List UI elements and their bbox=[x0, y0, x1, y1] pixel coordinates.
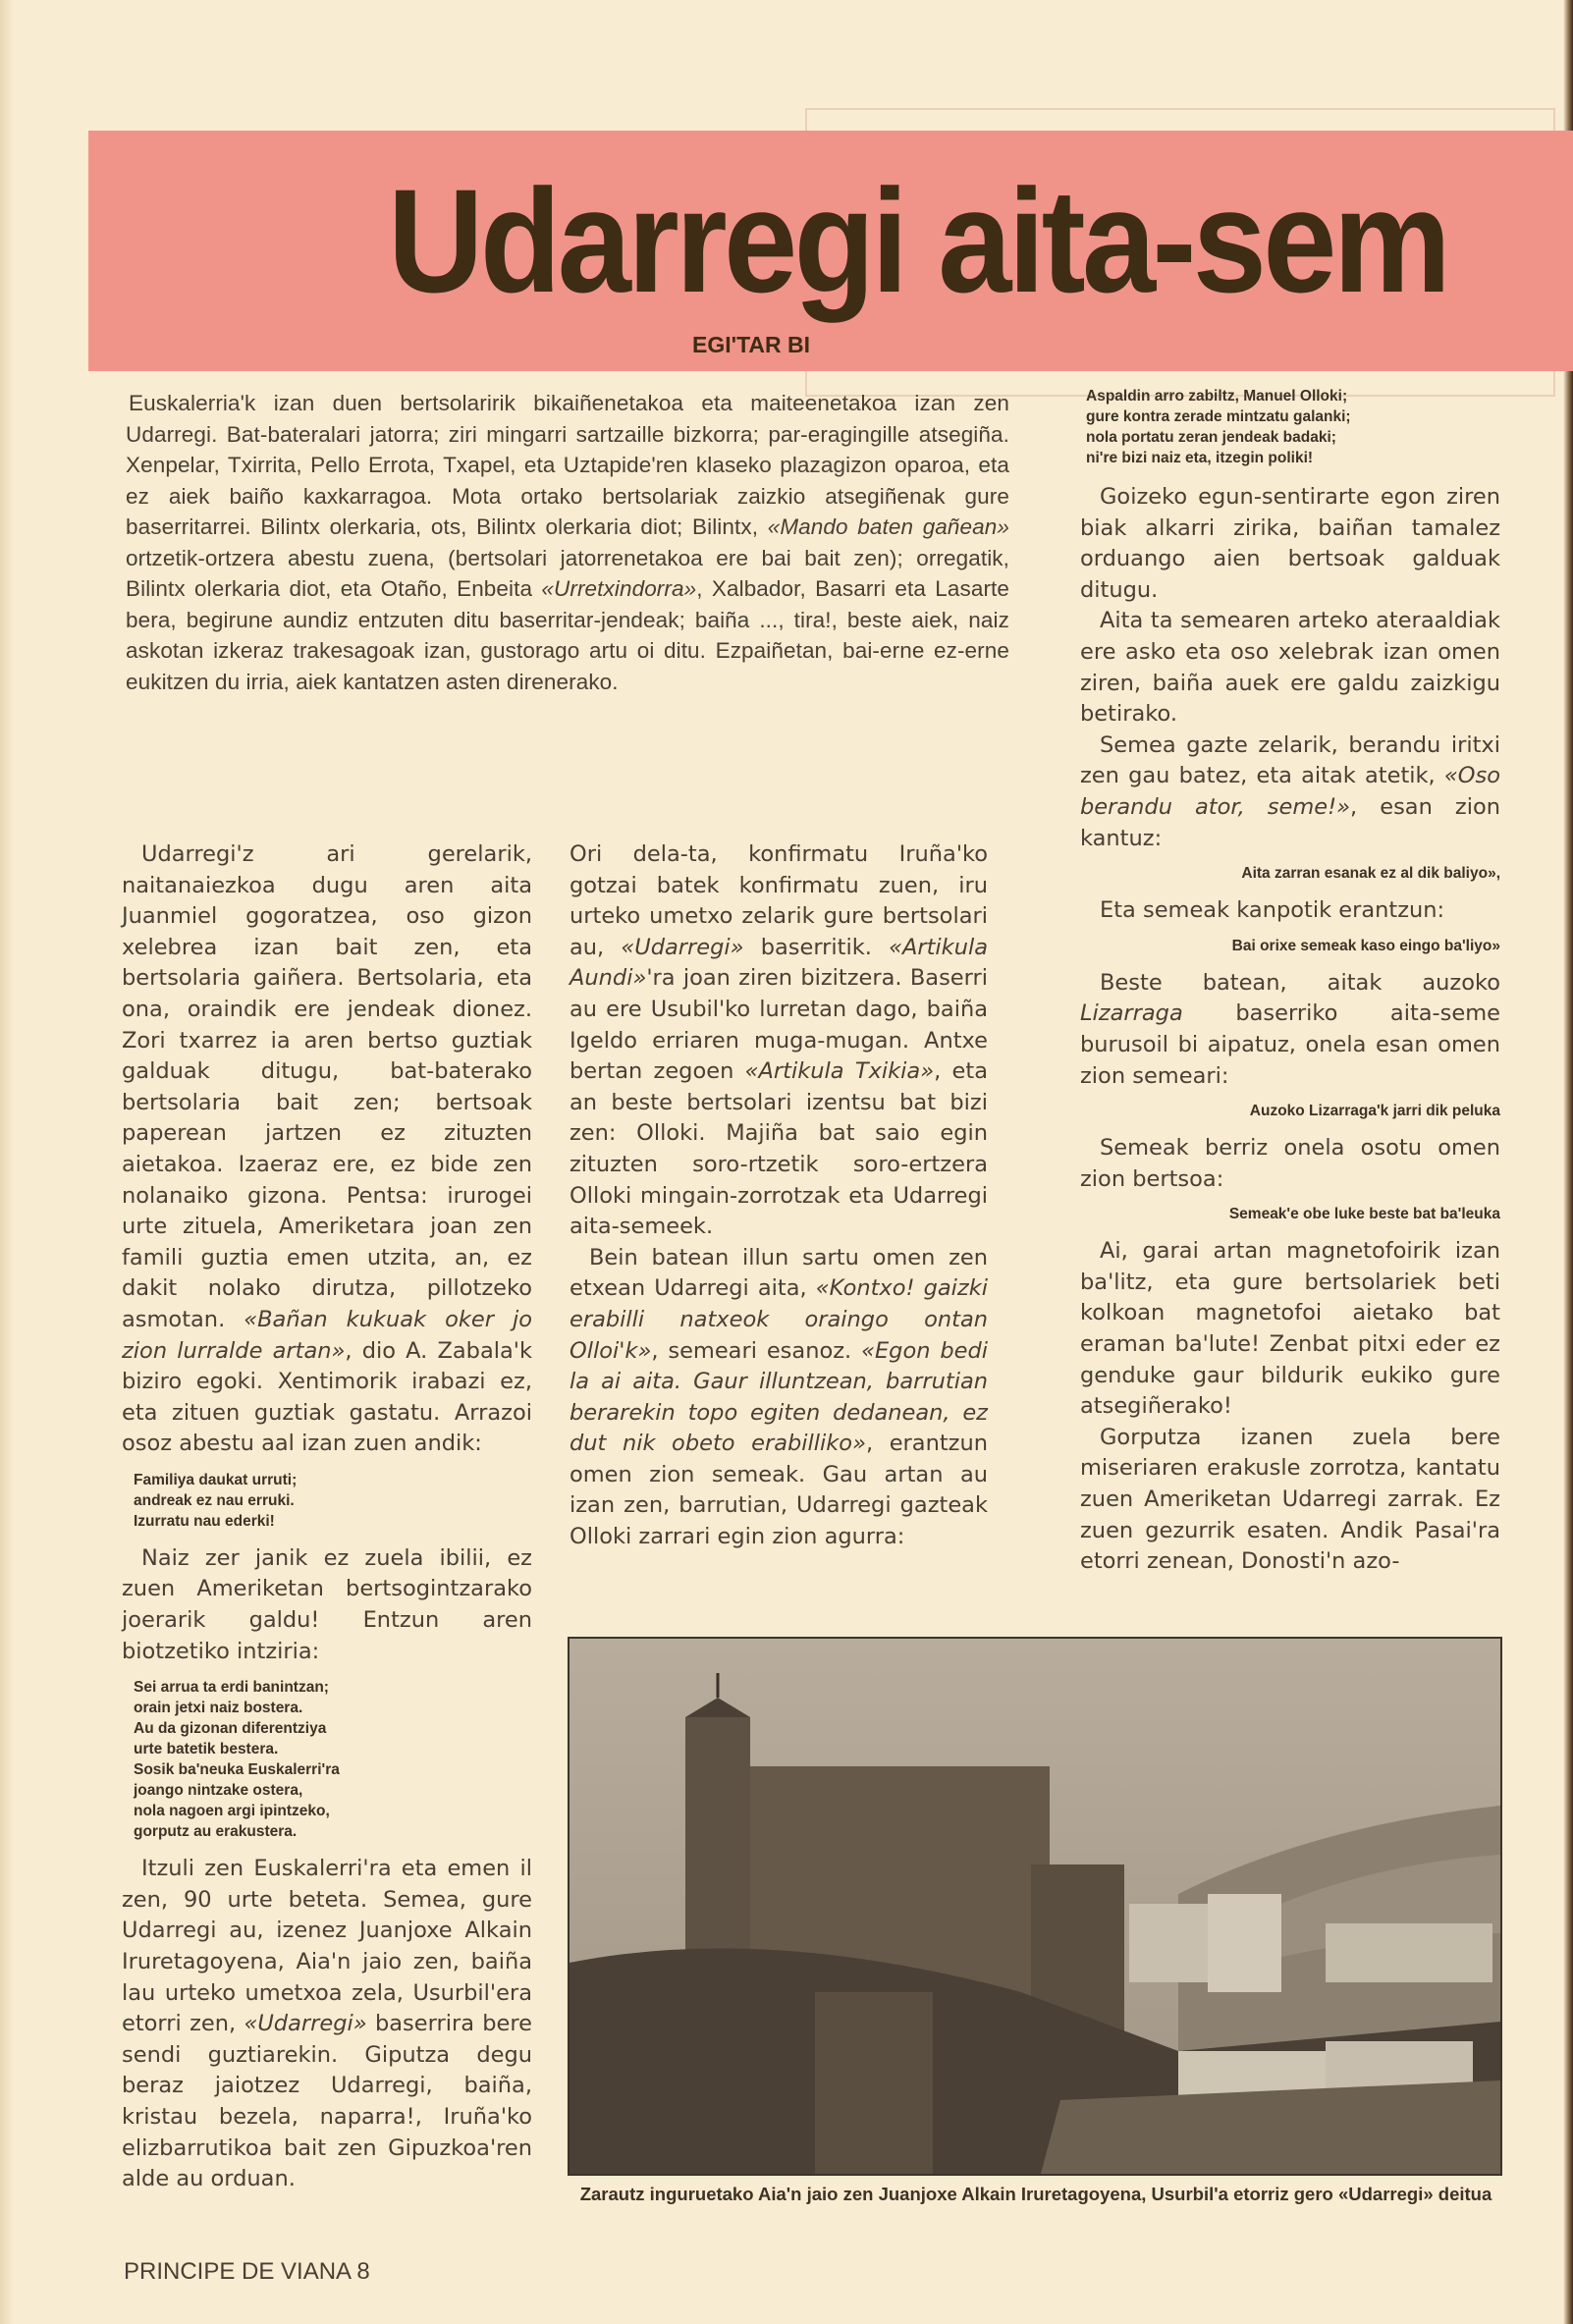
text: , eta an beste bertsolari izentsu bat bizi zen: Olloki. Majiña bat saio egin zituzten soro-rtzetik soro-ertzera Olloki mingain-zorrotzak eta Udarregi aita-semeek. bbox=[570, 1058, 988, 1240]
verse-line: joango nintzake ostera, bbox=[134, 1782, 303, 1800]
church-village-photo bbox=[568, 1637, 1502, 2176]
text: baserrira bere sendi guztiarekin. Giputza degu beraz jaiotzez Udarregi, baiña, kristau bezela, naparra!, Iruña'ko elizbarrutikoa bait zen Gipuzkoa'ren alde au orduan. bbox=[122, 2011, 532, 2192]
paragraph: Aita ta semearen arteko ateraaldiak ere asko eta oso xelebrak izan omen ziren, baiña auek ere galdu zaizkigu betirako. bbox=[1080, 608, 1500, 728]
paragraph bbox=[1080, 730, 1500, 854]
text: , dio A. Zabala'k biziro egoki. Xentimorik irabazi ez, eta zituen guztiak gastatu. Arrazoi osoz abestu aal izan zuen andik: bbox=[122, 1337, 532, 1457]
intro-quote: «Mando baten gañean» bbox=[767, 514, 1009, 539]
photo-illustration bbox=[570, 1639, 1500, 2174]
verse-line: Sosik ba'neuka Euskalerri'ra bbox=[134, 1761, 340, 1779]
paragraph bbox=[122, 1854, 532, 2195]
quote: «Egon bedi la ai aita. Gaur illuntzean, barrutian berarekin topo egiten dedanean, ez dut nik obeto erabilliko» bbox=[570, 1337, 988, 1457]
intro-text-cont: ortzetik-ortzera abestu zuena, (bertsolari jatorrenetakoa ere bai bait zen); orregatik, Bilintx olerkaria diot, eta Otaño, Enbeita bbox=[126, 545, 1009, 601]
verse-line: ni're bizi naiz eta, itzegin poliki! bbox=[1086, 450, 1314, 466]
paragraph bbox=[122, 839, 532, 1460]
paragraph: Semeak berriz onela osotu omen zion bertsoa: bbox=[1080, 1135, 1500, 1192]
verse-line: Auzoko Lizarraga'k jarri dik peluka bbox=[1249, 1103, 1500, 1120]
paragraph: Ai, garai artan magnetofoirik izan ba'litz, eta gure bertsolariek beti kolkoan magnetofoi aietako bat eraman ba'lute! Zenbat pitxi eder ez genduke gaur bildurik eukiko gure atsegiñerako! bbox=[1080, 1238, 1500, 1420]
verse-line: nola nagoen argi ipintzeko, bbox=[134, 1803, 330, 1820]
text: , esan zion kantuz: bbox=[1080, 793, 1500, 851]
text: Semea gazte zelarik, berandu iritxi zen gau batez, eta aitak atetik, bbox=[1080, 731, 1500, 789]
paragraph: Gorputza izanen zuela bere miseriaren erakusle zorrotza, kantatu zuen Ameriketan Udarregi zarrak. Ez zuen gezurrik esaten. Andik Pasai'ra etorri zenean, Donosti'n azo- bbox=[1080, 1424, 1500, 1575]
paragraph: Eta semeak kanpotik erantzun: bbox=[1100, 897, 1445, 924]
white-house bbox=[1129, 1904, 1208, 1982]
paragraph: Goizeko egun-sentirarte egon ziren biak alkarri zirika, baiñan tamalez orduango aien bertsoak galduak ditugu. bbox=[1080, 484, 1500, 603]
text: Udarregi'z ari gerelarik, naitanaiezkoa dugu aren aita Juanmiel gogoratzea, oso gizon xelebrea izan bait zen, eta bertsolaria gaiñera. Bertsolaria, eta ona, oraindik ere jendeak dionez. Zori txarrez ia aren bertso guztiak galduak ditugu, bat-baterako bertsolaria bait zen; bertsoak paperean jartzen ez zituzten aietakoa. Izaeraz ere, ez bide zen nolanaiko gizona. Pentsa: irurogei urte zituela, Ameriketara joan zen famili guztia emen utzita, an, ez dakit nolako dirutza, pillotzeko asmotan. bbox=[122, 841, 532, 1332]
quote: «Artikula Aundi» bbox=[570, 934, 989, 992]
text: , semeari esanoz. bbox=[651, 1337, 852, 1364]
paragraph: Naiz zer janik ez zuela ibilii, ez zuen Ameriketan bertsogintzarako joerarik galdu! Entzun aren biotzetiko intziria: bbox=[122, 1544, 532, 1664]
column-1 bbox=[122, 839, 532, 2195]
verse-block-1 bbox=[134, 1470, 532, 1532]
white-house bbox=[1208, 1894, 1281, 1992]
foreground-house bbox=[815, 1992, 933, 2174]
quote: «Kontxo! gaizki erabilli natxeok oraingo ontan Olloi'k» bbox=[570, 1275, 989, 1364]
intro-text: Euskalerria'k izan duen bertsolaririk bikaiñenetakoa eta maiteenetakoa izan zen Udarregi. Bat-bateralari jatorra; ziri mingarri sartzaille bizkorra; par-eragingille atsegiña. Xenpelar, Txirrita, Pello Errota, Txapel, eta Uztapide'ren klaseko plazagizon oparoa, eta ez aiek baiño kaxkarragoa. Mota ortako bertsolariak zaizkio atsegiñenak gure baserritarrei. Bilintx olerkaria, ots, Bilintx olerkaria diot; Bilintx, bbox=[126, 391, 1009, 539]
intro-text-end: , Xalbador, Basarri eta Lasarte bera, begirune aundiz entzuten ditu baserritar-jendeak; baiña ..., tira!, beste aiek, naiz askotan izkeraz trakesagoak izan, gustorago artu oi ditu. Ezpaiñetan, bai-erne ez-erne eukitzen du irria, aiek kantatzen asten direnerako. bbox=[126, 576, 1010, 694]
article-subtitle: EGI'TAR BI bbox=[692, 332, 811, 357]
paragraph bbox=[570, 1243, 988, 1553]
page-edge-left bbox=[0, 0, 14, 2324]
verse-line: Izurratu nau ederki! bbox=[134, 1512, 275, 1530]
photo-caption: Zarautz inguruetako Aia'n jaio zen Juanjoxe Alkain Iruretagoyena, Usurbil'a etorriz gero «Udarregi» deitua bbox=[579, 2184, 1492, 2204]
paragraph bbox=[570, 839, 988, 1243]
verse-line: andreak ez nau erruki. bbox=[134, 1491, 295, 1509]
verse-line: Familiya daukat urruti; bbox=[134, 1471, 298, 1488]
verse-line: urte batetik bestera. bbox=[134, 1741, 279, 1758]
quote: «Artikula Txikia» bbox=[744, 1058, 935, 1085]
text: Itzuli zen Euskalerri'ra eta emen il zen, 90 urte beteta. Semea, gure Udarregi au, izenez Juanjoxe Alkain Iruretagoyena, Aia'n jaio zen, baiña lau urteko umetxoa zela, Usurbil'era etorri zen, bbox=[122, 1856, 532, 2037]
verse-line: nola portatu zeran jendeak badaki; bbox=[1086, 429, 1336, 446]
text: Ori dela-ta, konfirmatu Iruña'ko gotzai batek konfirmatu zuen, iru urteko umetxo zelarik gure bertsolari au, bbox=[570, 841, 988, 960]
verse-line: Semeak'e obe luke beste bat ba'leuka bbox=[1228, 1206, 1500, 1223]
quote: «Oso berandu ator, seme!» bbox=[1080, 763, 1500, 820]
text: 'ra joan ziren bizitzera. Baserri au ere Usubil'ko lurretan dago, baiña Igeldo erriaren muga-mugan. Antxe bertan zegoen bbox=[570, 965, 988, 1085]
verse-line: Au da gizonan diferentziya bbox=[134, 1720, 327, 1738]
text: , erantzun omen zion semeak. Gau artan au izan zen, barrutian, Udarregi gazteak Olloki zarrari egin zion agurra: bbox=[570, 1431, 988, 1550]
verse-line: gure kontra zerade mintzatu galanki; bbox=[1086, 408, 1351, 425]
verse-line: gorputz au erakustera. bbox=[134, 1823, 298, 1841]
quote: Lizarraga bbox=[1080, 1000, 1183, 1027]
column-2 bbox=[570, 839, 988, 1553]
intro-paragraph bbox=[126, 388, 1009, 697]
article-title: Udarregi aita-sem bbox=[388, 158, 1448, 323]
intro-quote: «Urretxindorra» bbox=[541, 576, 697, 601]
quote: «Udarregi» bbox=[244, 2011, 367, 2037]
text: baserritik. bbox=[760, 934, 872, 960]
quote: «Udarregi» bbox=[621, 934, 744, 960]
verse-line: Sei arrua ta erdi banintzan; bbox=[134, 1679, 329, 1697]
verse-block-olloki bbox=[1086, 386, 1500, 468]
verse-line: Aspaldin arro zabiltz, Manuel Olloki; bbox=[1086, 388, 1348, 405]
verse-line: Aita zarran esanak ez al dik baliyo», bbox=[1241, 865, 1500, 883]
paragraph bbox=[1080, 968, 1500, 1092]
quote: «Bañan kukuak oker jo zion lurralde artan» bbox=[122, 1306, 532, 1364]
verse-line: Bai orixe semeak kaso eingo ba'liyo» bbox=[1231, 937, 1500, 954]
text: baserriko aita-seme burusoil bi aipatuz, onela esan omen zion semeari: bbox=[1080, 1000, 1501, 1089]
verse-line: orain jetxi naiz bostera. bbox=[134, 1700, 303, 1717]
text: Beste batean, aitak auzoko bbox=[1100, 969, 1500, 996]
text: Bein batean illun sartu omen zen etxean Udarregi aita, bbox=[570, 1244, 988, 1302]
white-house bbox=[1326, 1923, 1492, 1982]
column-3 bbox=[1080, 386, 1500, 1578]
page-footer: PRINCIPE DE VIANA 8 bbox=[124, 2258, 370, 2285]
verse-block-2 bbox=[134, 1677, 532, 1842]
